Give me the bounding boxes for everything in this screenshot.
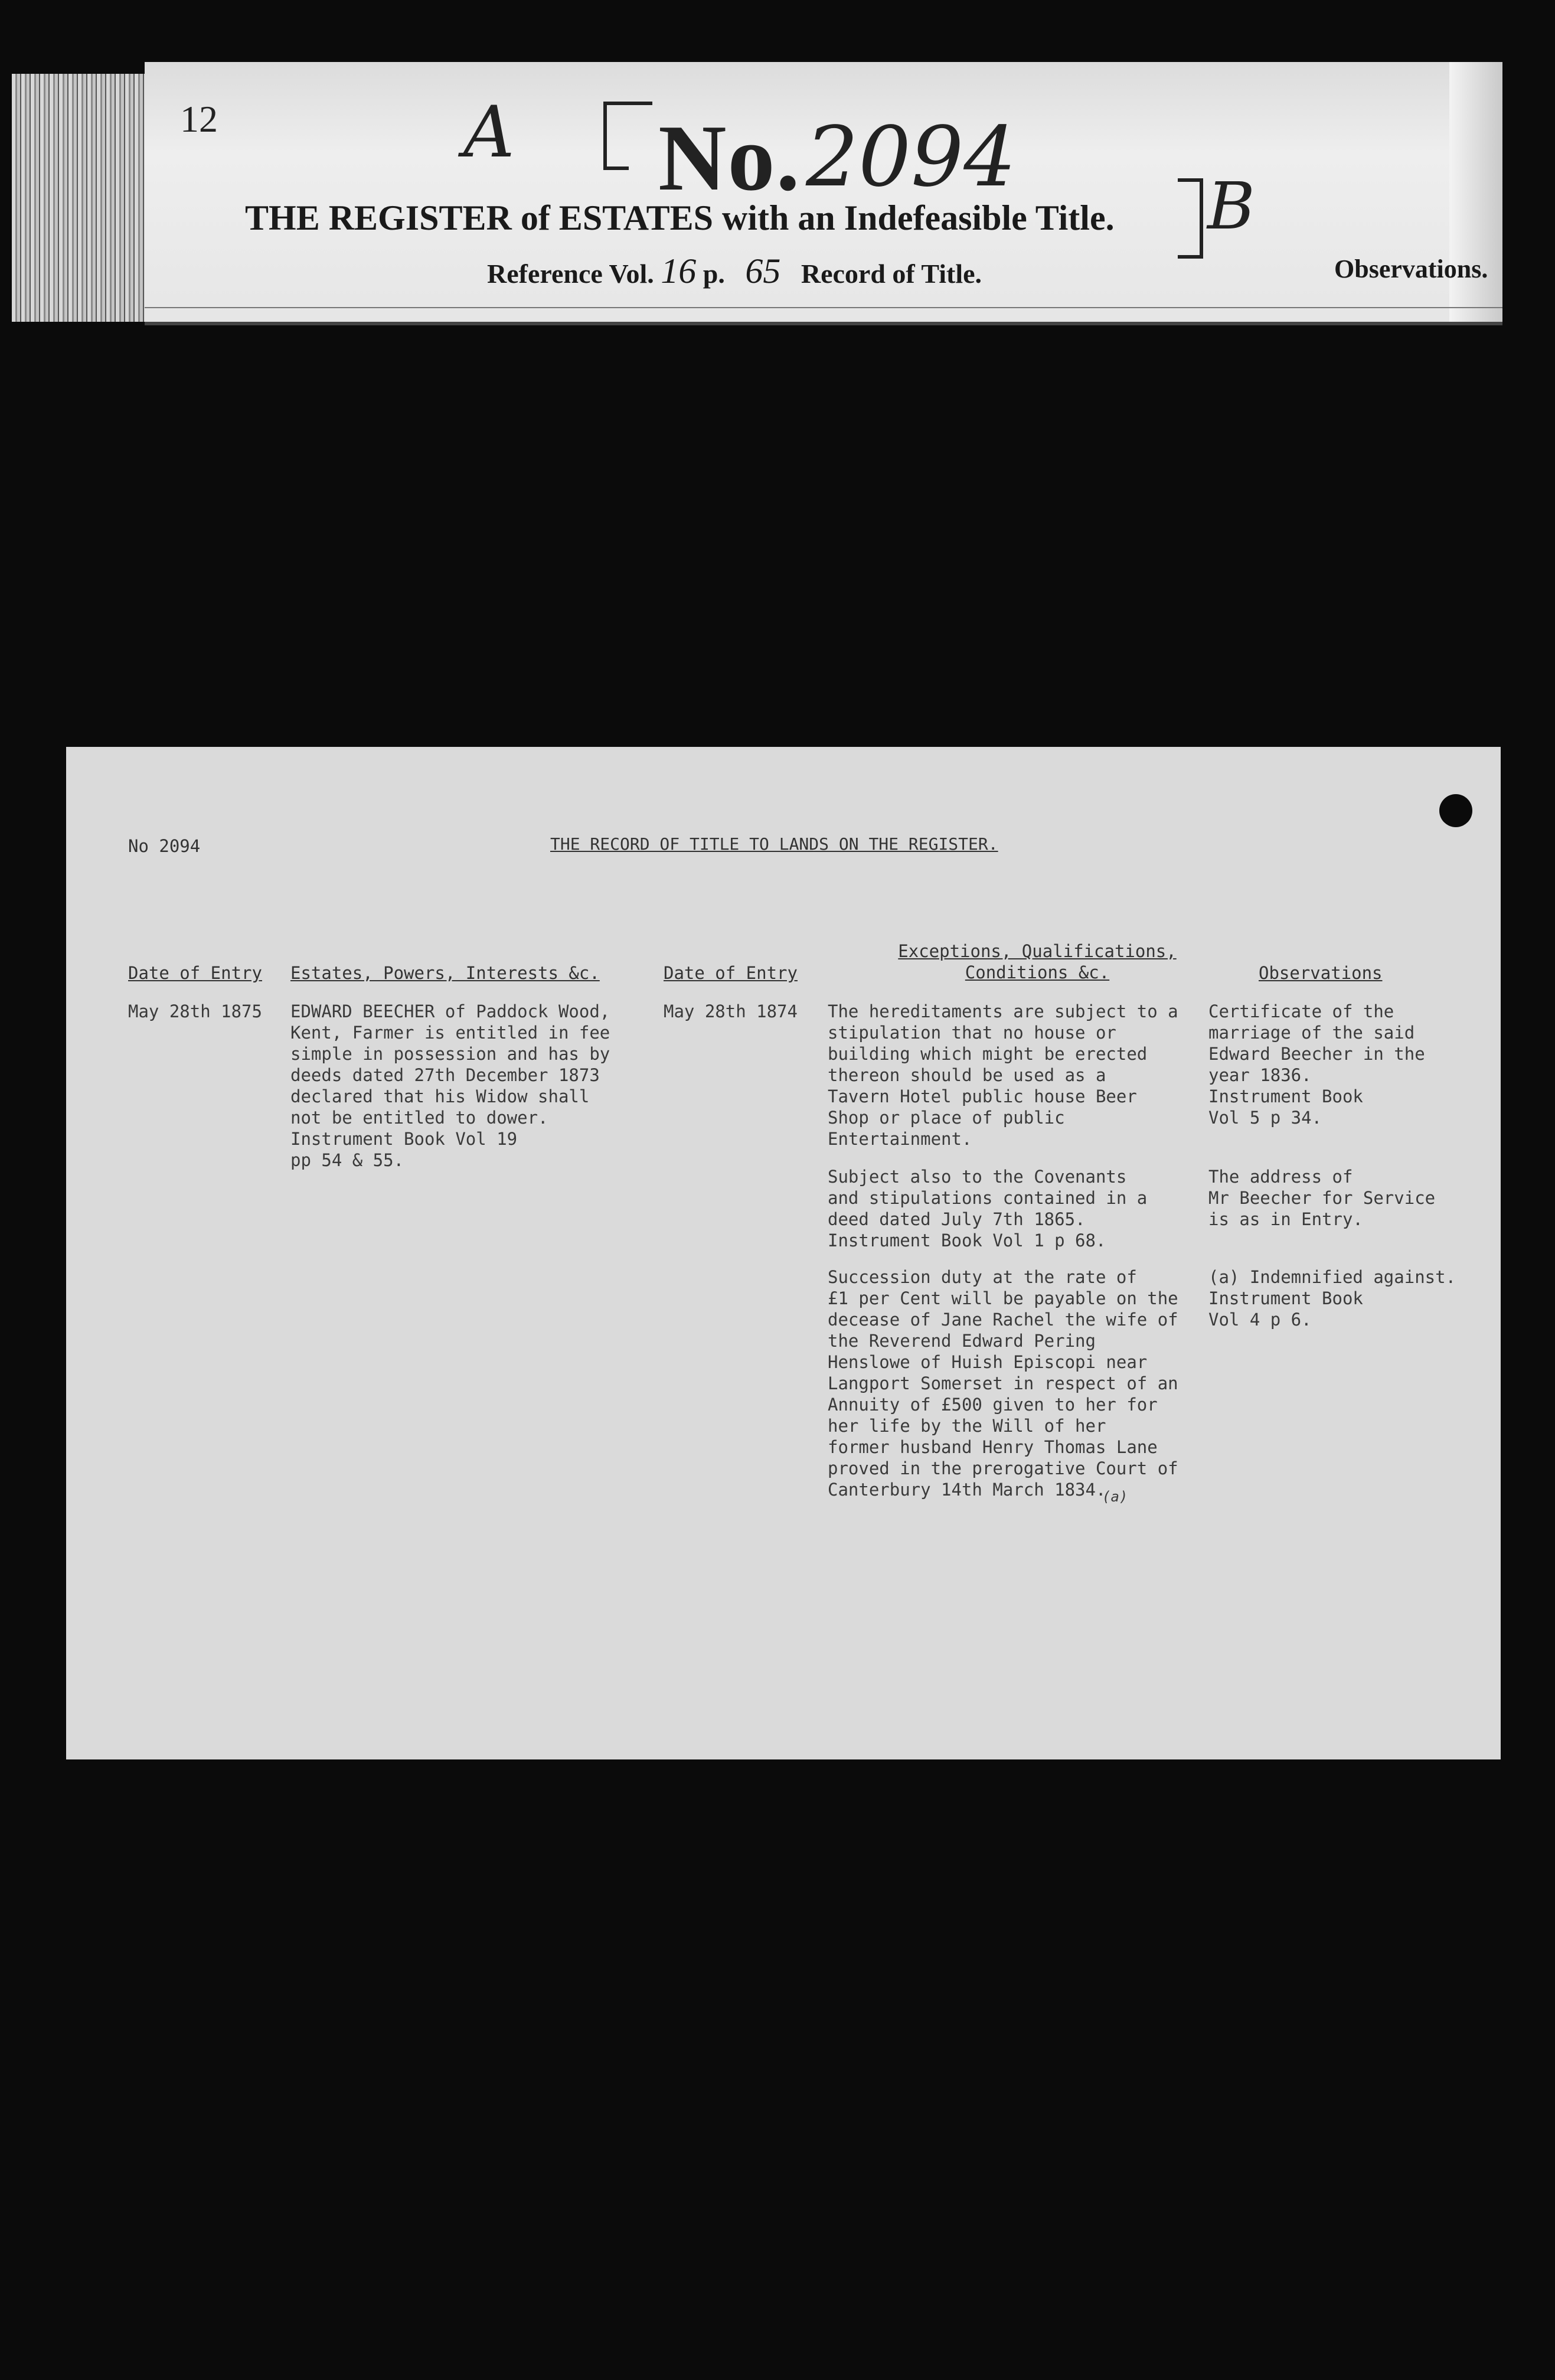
margin-mark-left: A bbox=[463, 92, 515, 174]
observations-paragraph-3: (a) Indemnified against. Instrument Book Vol 4 p 6. bbox=[1208, 1267, 1456, 1330]
sheet-number: No 2094 bbox=[128, 836, 201, 856]
entry-date-1: May 28th 1875 bbox=[128, 1001, 262, 1021]
observations-paragraph-1: Certificate of the marriage of the said Edward Beecher in the year 1836. Instrument Book Vol 5 p 34. bbox=[1208, 1001, 1425, 1128]
observations-paragraph-2: The address of Mr Beecher for Service is as in Entry. bbox=[1208, 1167, 1436, 1229]
ledger-page-edges bbox=[12, 74, 148, 322]
exceptions-paragraph-1: The hereditaments are subject to a stipulation that no house or building which might be erected thereon should be used as a Tavern Hotel public house Beer Shop or place of public Entertainment. bbox=[828, 1001, 1178, 1149]
register-no-value: 2094 bbox=[806, 109, 1017, 205]
header-divider bbox=[145, 307, 1502, 308]
register-no-label: No. bbox=[658, 105, 801, 210]
sheet-title: THE RECORD OF TITLE TO LANDS ON THE REGISTER. bbox=[550, 834, 998, 854]
punch-hole bbox=[1439, 794, 1472, 827]
col-date-of-entry-1: Date of Entry bbox=[128, 963, 262, 983]
bracket-left-icon bbox=[593, 97, 658, 174]
record-sheet bbox=[66, 747, 1501, 1759]
observations-header: Observations. bbox=[1334, 254, 1488, 283]
margin-mark-right: B bbox=[1207, 168, 1255, 244]
annotation-a: (a) bbox=[1102, 1488, 1128, 1505]
exceptions-paragraph-3: Succession duty at the rate of £1 per Cent will be payable on the decease of Jane Rachel the wife of the Reverend Edward Pering Henslowe of Huish Episcopi near Langport Somerset in respect of an Annuity of £500 given to her for her life by the Will of her former husband Henry Thomas Lane proved in the prerogative Court of Canterbury 14th March 1834. bbox=[828, 1267, 1178, 1500]
reference-page-label: p. bbox=[703, 259, 725, 289]
col-date-of-entry-2: Date of Entry bbox=[664, 963, 798, 983]
entry-date-2: May 28th 1874 bbox=[664, 1001, 798, 1021]
reference-vol-value: 16 bbox=[661, 252, 697, 290]
register-title: THE REGISTER of ESTATES with an Indefeasible Title. bbox=[245, 198, 1115, 237]
col-estates: Estates, Powers, Interests &c. bbox=[290, 963, 600, 983]
col-observations: Observations bbox=[1259, 963, 1383, 983]
col-exceptions: Exceptions, Qualifications, Conditions &c. bbox=[898, 941, 1177, 982]
record-of-title-label: Record of Title. bbox=[801, 259, 982, 289]
reference-page-value: 65 bbox=[745, 252, 781, 290]
register-header bbox=[145, 62, 1502, 325]
entry-estates: EDWARD BEECHER of Paddock Wood, Kent, Farmer is entitled in fee simple in possession and has by deeds dated 27th December 1873 declared that his Widow shall not be entitled to dower. Instrument Book Vol 19 pp 54 & 55. bbox=[290, 1001, 610, 1170]
page-number: 12 bbox=[180, 98, 218, 140]
exceptions-paragraph-2: Subject also to the Covenants and stipulations contained in a deed dated July 7th 1865. Instrument Book Vol 1 p 68. bbox=[828, 1167, 1148, 1251]
reference-vol-label: Reference Vol. bbox=[487, 259, 654, 289]
reference-row bbox=[487, 251, 982, 292]
